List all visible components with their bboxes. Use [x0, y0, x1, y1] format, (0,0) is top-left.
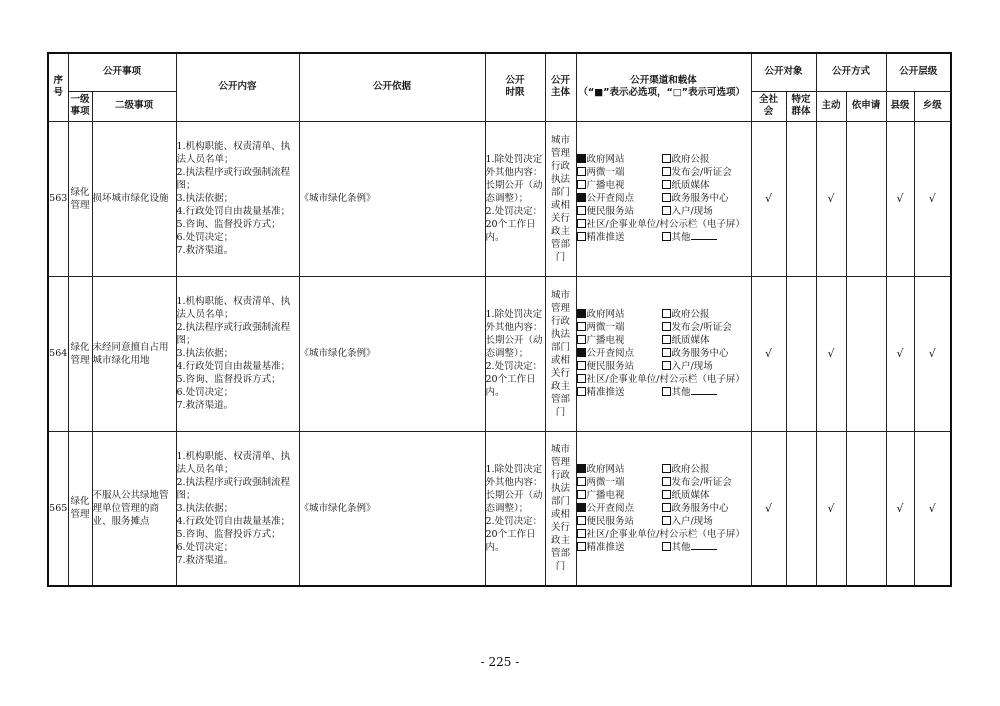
required-mark-icon: [577, 309, 586, 318]
channel-label: 公开查阅点: [586, 193, 635, 204]
channel-label: 政府网站: [586, 154, 625, 165]
channel-option: [662, 166, 732, 179]
level1-text: 绿化管理: [70, 186, 90, 211]
channel-line: [577, 386, 751, 399]
row-level-town: √: [914, 121, 951, 276]
row-channels: [576, 431, 751, 586]
optional-mark-icon: [577, 387, 586, 396]
channel-line: [577, 476, 751, 489]
row-target-specific: [786, 276, 816, 431]
optional-mark-icon: [662, 193, 671, 202]
header-target: 公开对象: [751, 53, 816, 91]
header-matters: 公开事项: [68, 53, 176, 91]
channel-label: 公开查阅点: [586, 502, 635, 514]
fill-blank: [691, 541, 717, 550]
row-channels: [576, 276, 751, 431]
optional-mark-icon: [577, 219, 586, 228]
channel-option: [577, 374, 745, 385]
row-level-county: √: [886, 121, 914, 276]
row-level1: [68, 121, 92, 276]
fill-blank: [691, 386, 717, 395]
channel-label: 便民服务站: [586, 361, 635, 372]
channel-line: [577, 205, 751, 218]
optional-mark-icon: [662, 477, 671, 486]
content-item: 3.执法依据；: [176, 502, 234, 514]
table-row: [48, 121, 951, 276]
channel-label: 纸质媒体: [671, 335, 710, 346]
optional-mark-icon: [662, 503, 671, 512]
row-level-county: √: [886, 431, 914, 586]
header-level-town: 乡级: [914, 91, 951, 121]
row-target-specific: [786, 431, 816, 586]
channel-label: 便民服务站: [586, 206, 635, 217]
channel-option: [662, 308, 710, 321]
row-channels: [576, 121, 751, 276]
optional-mark-icon: [662, 348, 671, 357]
channel-label: 广播电视: [586, 489, 625, 501]
row-subject: [545, 431, 576, 586]
row-method-request: [846, 431, 886, 586]
channel-label: 政务服务中心: [671, 348, 729, 359]
channel-option: [577, 489, 662, 502]
optional-mark-icon: [662, 542, 671, 551]
row-level2: 未经同意擅自占用城市绿化用地: [92, 276, 176, 431]
content-item: 6.处罚决定；: [176, 541, 234, 553]
channel-line: [577, 373, 751, 386]
optional-mark-icon: [662, 464, 671, 473]
channel-option: [577, 205, 662, 218]
time-limit-item: 1.除处罚决定外其他内容：长期公开（动态调整）；: [485, 309, 543, 359]
row-content: [176, 431, 299, 586]
header-method-active: 主动: [816, 91, 846, 121]
channel-option: [662, 321, 732, 334]
optional-mark-icon: [662, 490, 671, 499]
row-time-limit: [485, 276, 545, 431]
channel-option: [662, 179, 710, 192]
channel-label: 社区/企事业单位/村公示栏（电子屏）: [586, 219, 745, 230]
channel-label: 广播电视: [586, 335, 625, 346]
content-item: 4.行政处罚自由裁量基准；: [176, 206, 291, 217]
channel-line: [577, 192, 751, 205]
row-method-active: √: [816, 431, 846, 586]
channel-line: [577, 308, 751, 321]
optional-mark-icon: [577, 322, 586, 331]
channel-option: [662, 489, 710, 502]
channel-line: [577, 153, 751, 166]
row-level1: [68, 276, 92, 431]
row-method-request: [846, 276, 886, 431]
optional-mark-icon: [662, 206, 671, 215]
header-level: 公开层级: [886, 53, 951, 91]
row-method-request: [846, 121, 886, 276]
channel-option: [577, 386, 662, 399]
required-mark-icon: [577, 503, 586, 512]
required-mark-icon: [577, 348, 586, 357]
row-basis: 《城市绿化条例》: [299, 276, 485, 431]
channel-label: 精准推送: [586, 387, 625, 398]
optional-mark-icon: [577, 529, 586, 538]
channel-option: [662, 502, 729, 515]
time-limit-item: 2.处罚决定：20个工作日内。: [485, 206, 543, 243]
channel-option: [662, 334, 710, 347]
row-seq: 564: [48, 276, 68, 431]
subject-text: 城市管理行政执法部门或相关行政主管部门: [551, 444, 571, 573]
row-level-town: √: [914, 276, 951, 431]
content-item: 2.执法程序或行政强制流程图；: [176, 167, 291, 191]
optional-mark-icon: [662, 180, 671, 189]
subject-text: 城市管理行政执法部门或相关行政主管部门: [551, 134, 571, 263]
channel-label: 入户/现场: [671, 206, 713, 217]
content-item: 6.处罚决定；: [176, 232, 234, 243]
channel-option: [577, 231, 662, 244]
channel-label: 社区/企事业单位/村公示栏（电子屏）: [586, 528, 745, 540]
channel-label: 发布会/听证会: [671, 476, 732, 488]
content-item: 3.执法依据；: [176, 193, 234, 204]
optional-mark-icon: [577, 206, 586, 215]
channel-option: [662, 347, 729, 360]
row-basis: 《城市绿化条例》: [299, 121, 485, 276]
channel-line: [577, 528, 751, 541]
channel-line: [577, 463, 751, 476]
optional-mark-icon: [577, 335, 586, 344]
channel-option: [662, 205, 713, 218]
content-item: 6.处罚决定；: [176, 387, 234, 398]
optional-mark-icon: [662, 361, 671, 370]
header-channels: [576, 53, 751, 121]
channel-line: [577, 166, 751, 179]
content-item: 1.机构职能、权责清单、执法人员名单；: [176, 296, 291, 320]
optional-mark-icon: [577, 180, 586, 189]
row-level1: [68, 431, 92, 586]
disclosure-table: [47, 52, 952, 587]
row-target-all: √: [751, 276, 786, 431]
channel-line: [577, 489, 751, 502]
channel-label: 广播电视: [586, 180, 625, 191]
table-row: [48, 276, 951, 431]
row-content: [176, 121, 299, 276]
channel-label: 政府网站: [586, 463, 625, 475]
required-mark-icon: [577, 154, 586, 163]
channel-option: [577, 347, 662, 360]
fill-blank: [691, 231, 717, 240]
channel-label: 发布会/听证会: [671, 167, 732, 178]
level1-text: 绿化管理: [70, 341, 90, 366]
channel-label: 政府公报: [671, 309, 710, 320]
channel-option: [662, 515, 713, 528]
row-method-active: √: [816, 276, 846, 431]
channel-label: 入户/现场: [671, 515, 713, 527]
channel-line: [577, 231, 751, 244]
channel-label: 政务服务中心: [671, 502, 729, 514]
row-target-all: √: [751, 431, 786, 586]
channels-title: 公开渠道和载体: [630, 75, 697, 87]
channel-option: [577, 463, 662, 476]
header-level-county: 县级: [886, 91, 914, 121]
row-subject: [545, 276, 576, 431]
header-target-specific: 特定群体: [786, 91, 816, 121]
channel-label: 便民服务站: [586, 515, 635, 527]
channel-label: 政府网站: [586, 309, 625, 320]
channels-note: （“■”表示必选项，“□”表示可选项）: [578, 87, 745, 99]
content-item: 4.行政处罚自由裁量基准；: [176, 515, 291, 527]
time-limit-item: 1.除处罚决定外其他内容：长期公开（动态调整）；: [485, 154, 543, 204]
row-subject: [545, 121, 576, 276]
channel-label: 政府公报: [671, 154, 710, 165]
optional-mark-icon: [662, 516, 671, 525]
row-target-all: √: [751, 121, 786, 276]
optional-mark-icon: [662, 154, 671, 163]
time-limit-item: 2.处罚决定：20个工作日内。: [485, 361, 543, 398]
channel-option: [662, 153, 710, 166]
header-basis: 公开依据: [299, 53, 485, 121]
channel-option: [577, 192, 662, 205]
header-seq: 序号: [48, 53, 68, 121]
channel-option: [577, 219, 745, 230]
channel-label: 政务服务中心: [671, 193, 729, 204]
row-method-active: √: [816, 121, 846, 276]
optional-mark-icon: [577, 542, 586, 551]
channel-line: [577, 502, 751, 515]
row-time-limit: [485, 431, 545, 586]
channel-label: 公开查阅点: [586, 348, 635, 359]
channel-label: 两微一端: [586, 322, 625, 333]
row-target-specific: [786, 121, 816, 276]
channel-line: [577, 179, 751, 192]
header-time-limit: 公开时限: [485, 53, 545, 121]
channel-option: [662, 463, 710, 476]
required-mark-icon: [577, 193, 586, 202]
channel-line: [577, 218, 751, 231]
content-item: 5.咨询、监督投诉方式；: [176, 528, 281, 540]
content-item: 4.行政处罚自由裁量基准；: [176, 361, 291, 372]
content-item: 7.救济渠道。: [176, 400, 234, 411]
required-mark-icon: [577, 464, 586, 473]
time-limit-item: 2.处罚决定：20个工作日内。: [485, 515, 543, 553]
optional-mark-icon: [662, 232, 671, 241]
channel-option: [662, 476, 732, 489]
optional-mark-icon: [577, 490, 586, 499]
optional-mark-icon: [577, 167, 586, 176]
time-limit-item: 1.除处罚决定外其他内容：长期公开（动态调整）；: [485, 463, 543, 514]
optional-mark-icon: [577, 361, 586, 370]
subject-text: 城市管理行政执法部门或相关行政主管部门: [551, 289, 571, 418]
content-item: 5.咨询、监督投诉方式；: [176, 374, 281, 385]
channel-option: [577, 321, 662, 334]
row-seq: 563: [48, 121, 68, 276]
channel-line: [577, 360, 751, 373]
optional-mark-icon: [577, 516, 586, 525]
header-target-all: 全社会: [751, 91, 786, 121]
channel-option: [662, 386, 717, 399]
row-seq: 565: [48, 431, 68, 586]
channel-label: 精准推送: [586, 232, 625, 243]
channel-label: 社区/企事业单位/村公示栏（电子屏）: [586, 374, 745, 385]
row-level2: 损坏城市绿化设施: [92, 121, 176, 276]
channel-option: [662, 360, 713, 373]
channel-option: [577, 153, 662, 166]
channel-option: [577, 166, 662, 179]
optional-mark-icon: [577, 374, 586, 383]
header-level2: 二级事项: [92, 91, 176, 121]
channel-label: 两微一端: [586, 476, 625, 488]
channel-label: 政府公报: [671, 463, 710, 475]
table-row: [48, 431, 951, 586]
channel-label: 纸质媒体: [671, 180, 710, 191]
channel-line: [577, 541, 751, 554]
channel-option: [577, 541, 662, 554]
channel-label: 纸质媒体: [671, 489, 710, 501]
channel-label: 精准推送: [586, 541, 625, 553]
page-number: - 225 -: [480, 655, 520, 669]
channel-label: 发布会/听证会: [671, 322, 732, 333]
header-level1: 一级事项: [68, 91, 92, 121]
optional-mark-icon: [662, 322, 671, 331]
content-item: 1.机构职能、权责清单、执法人员名单；: [176, 450, 291, 475]
header-subject: 公开主体: [545, 53, 576, 121]
content-item: 1.机构职能、权责清单、执法人员名单；: [176, 141, 291, 165]
content-item: 2.执法程序或行政强制流程图；: [176, 476, 291, 501]
row-content: [176, 276, 299, 431]
channel-label: 入户/现场: [671, 361, 713, 372]
optional-mark-icon: [662, 387, 671, 396]
row-time-limit: [485, 121, 545, 276]
channel-option: [577, 360, 662, 373]
optional-mark-icon: [577, 477, 586, 486]
channel-line: [577, 347, 751, 360]
channel-option: [662, 541, 717, 554]
channel-option: [577, 308, 662, 321]
content-item: 5.咨询、监督投诉方式；: [176, 219, 281, 230]
channel-option: [662, 231, 717, 244]
channel-line: [577, 321, 751, 334]
channel-line: [577, 334, 751, 347]
level1-text: 绿化管理: [70, 496, 90, 521]
channel-option: [577, 334, 662, 347]
row-basis: 《城市绿化条例》: [299, 431, 485, 586]
channel-line: [577, 515, 751, 528]
header-method: 公开方式: [816, 53, 886, 91]
channel-option: [662, 192, 729, 205]
row-level-county: √: [886, 276, 914, 431]
channel-label: 其他: [671, 541, 691, 553]
channel-label: 其他: [671, 387, 691, 398]
header-method-request: 依申请: [846, 91, 886, 121]
row-level-town: √: [914, 431, 951, 586]
channel-option: [577, 515, 662, 528]
channel-label: 其他: [671, 232, 691, 243]
content-item: 7.救济渠道。: [176, 554, 234, 566]
optional-mark-icon: [662, 309, 671, 318]
channel-option: [577, 529, 745, 540]
channel-option: [577, 502, 662, 515]
channel-option: [577, 179, 662, 192]
content-item: 7.救济渠道。: [176, 245, 234, 256]
header-content: 公开内容: [176, 53, 299, 121]
content-item: 3.执法依据；: [176, 348, 234, 359]
optional-mark-icon: [662, 335, 671, 344]
optional-mark-icon: [577, 232, 586, 241]
row-level2: 不服从公共绿地管理单位管理的商业、服务摊点: [92, 431, 176, 586]
optional-mark-icon: [662, 167, 671, 176]
channel-label: 两微一端: [586, 167, 625, 178]
content-item: 2.执法程序或行政强制流程图；: [176, 322, 291, 346]
channel-option: [577, 476, 662, 489]
